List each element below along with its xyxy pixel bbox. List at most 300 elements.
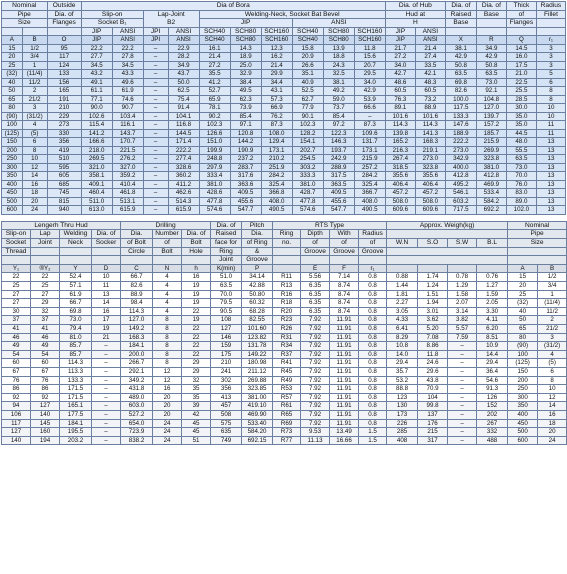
table1-cell: 28.2: [168, 53, 199, 62]
table2-cell: 29: [182, 359, 211, 368]
table2-cell: 21: [92, 333, 121, 342]
table2-cell: 11/2: [538, 307, 567, 316]
header-ring: Ring: [273, 230, 301, 239]
table1-cell: 168.3: [415, 138, 445, 147]
table2-cell: R73: [273, 428, 301, 437]
table1-cell: 150: [2, 138, 23, 147]
table2-cell: 76: [31, 376, 60, 385]
table1-cell: 60.5: [415, 87, 445, 96]
table1-cell: 173.1: [261, 146, 292, 155]
table2-symbol-cell: r₁: [359, 264, 387, 273]
table2-row: [2, 325, 567, 334]
table2-cell: –: [92, 428, 121, 437]
table2-cell: 21/2: [538, 325, 567, 334]
table2-cell: 194: [31, 436, 60, 445]
table2-cell: R20: [273, 307, 301, 316]
table1-cell: 95: [47, 44, 81, 53]
table2-cell: 3.01: [418, 307, 448, 316]
table2-cell: 654.0: [121, 419, 153, 428]
table1-row: [2, 61, 566, 70]
table1-cell: 25.0: [230, 61, 261, 70]
table2-cell: 68.28: [242, 307, 273, 316]
table1-cell: –: [143, 44, 168, 53]
table1-cell: 43.3: [112, 70, 143, 79]
table1-cell: 269.5: [81, 155, 112, 164]
table2-cell: 0.8: [359, 385, 387, 394]
table1-cell: 76.0: [506, 180, 536, 189]
table1-cell: 14: [22, 172, 47, 181]
table2-cell: 0.8: [359, 359, 387, 368]
table1-cell: 257.2: [354, 163, 385, 172]
header-socket: Socket: [2, 239, 31, 248]
table1-cell: 18: [22, 189, 47, 198]
table2-cell: 14.0: [387, 350, 418, 359]
header-hud-at: Hud at: [385, 10, 445, 19]
table2-symbol-cell: A: [508, 264, 538, 273]
table2-cell: 7.08: [418, 333, 448, 342]
table2-cell: 11.91: [330, 350, 359, 359]
sub-sch160: SCH160: [261, 27, 292, 36]
header-blank-u11: [359, 256, 387, 265]
table2-cell: 2.05: [477, 299, 508, 308]
table1-cell: 26.6: [292, 61, 323, 70]
table2-cell: 117: [2, 419, 31, 428]
table2-cell: 8.51: [477, 333, 508, 342]
header-blank-t5: [387, 247, 508, 256]
table2-cell: 150: [508, 367, 538, 376]
table1-row: [2, 112, 566, 121]
table1-cell: 50.0: [168, 78, 199, 87]
table1-cell: 300: [2, 163, 23, 172]
table1-cell: 114.3: [415, 121, 445, 130]
table2-cell: 8.29: [387, 333, 418, 342]
table2-cell: 20: [508, 282, 538, 291]
table2-cell: 0.8: [359, 290, 387, 299]
table2-cell: (5): [538, 359, 567, 368]
table1-cell: 102.0: [506, 206, 536, 215]
table1-cell: 584.2: [476, 197, 506, 206]
table2-cell: 20: [153, 393, 182, 402]
sub-ansi-2: ANSI: [168, 27, 199, 36]
table2-cell: 85.7: [60, 350, 92, 359]
table1-cell: 321.0: [81, 163, 112, 172]
table2-cell: 419.10: [242, 402, 273, 411]
table1-cell: 190.9: [230, 146, 261, 155]
table2-cell: 49: [2, 342, 31, 351]
table1-cell: 49.6: [112, 78, 143, 87]
table1-cell: 43.2: [81, 70, 112, 79]
table2-cell: 40: [508, 307, 538, 316]
table2-cell: 14: [538, 402, 567, 411]
table1-cell: –: [143, 53, 168, 62]
table1-cell: 288.9: [323, 163, 354, 172]
table2-cell: 67: [31, 367, 60, 376]
table1-cell: 457.2: [385, 189, 415, 198]
table1-row: [2, 189, 566, 198]
table2-cell: 159: [211, 342, 242, 351]
table1-cell: 83.0: [506, 189, 536, 198]
header-blank-t1: [31, 247, 60, 256]
header-blank-t3: [92, 247, 121, 256]
table1-cell: 13: [536, 189, 565, 198]
table2-cell: 82.55: [242, 316, 273, 325]
table2-cell: 10.9: [477, 342, 508, 351]
table1-cell: 87.3: [354, 121, 385, 130]
header-dia-of-base: Dia. of: [476, 2, 506, 11]
sub-jpi: JPI: [143, 27, 168, 36]
table1-cell: 14.3: [230, 44, 261, 53]
table2-cell: 4: [153, 273, 182, 282]
table2-cell: –: [448, 419, 477, 428]
table1-cell: 50: [2, 87, 23, 96]
table2-cell: 25: [2, 282, 31, 291]
table1-cell: 11: [536, 129, 565, 138]
table1-cell: 16: [22, 180, 47, 189]
table1-cell: 34.9: [476, 44, 506, 53]
table1-cell: 317.6: [230, 172, 261, 181]
table1-cell: 127.0: [476, 104, 506, 113]
table1-cell: 363.5: [323, 180, 354, 189]
table1-cell: 193.7: [323, 146, 354, 155]
table2-cell: 16: [153, 385, 182, 394]
table1-cell: 745: [47, 189, 81, 198]
table2-cell: 35: [182, 385, 211, 394]
table1-symbol-cell: SCH80: [323, 36, 354, 45]
header-flanges: Flanges: [47, 19, 81, 28]
table1-cell: –: [143, 87, 168, 96]
table2-cell: 0.8: [359, 342, 387, 351]
table2-cell: (11/4): [538, 299, 567, 308]
table2-cell: R31: [273, 333, 301, 342]
table2-cell: 127: [2, 428, 31, 437]
header-blank-t6: [508, 247, 567, 256]
table1-cell: 273.0: [415, 155, 445, 164]
table2-symbol-cell: Y₁: [2, 264, 31, 273]
table2-cell: 29.4: [387, 359, 418, 368]
table2-cell: 7.92: [301, 350, 330, 359]
header-blank-7: [476, 27, 506, 36]
table1-cell: 250: [2, 155, 23, 164]
header-nominal: Nominal: [2, 2, 48, 11]
table2-row: [2, 299, 567, 308]
table1-cell: –: [143, 95, 168, 104]
table1-row: [2, 70, 566, 79]
table1-cell: 13.9: [323, 44, 354, 53]
table2-cell: 457: [211, 402, 242, 411]
table1-cell: 48.0: [506, 138, 536, 147]
table1-cell: 29.9: [261, 70, 292, 79]
table1-row: [2, 146, 566, 155]
table2-cell: 12: [153, 367, 182, 376]
table1-cell: 219.1: [415, 146, 445, 155]
table1-cell: 48.3: [415, 78, 445, 87]
table2-cell: 127: [211, 325, 242, 334]
table2-symbol-cell: N: [153, 264, 182, 273]
table1-cell: –: [143, 104, 168, 113]
table2-cell: 140: [2, 436, 31, 445]
table2-cell: –: [92, 367, 121, 376]
table1-cell: 76.3: [385, 95, 415, 104]
table1-cell: 317.5: [323, 172, 354, 181]
table2-cell: 43.8: [418, 376, 448, 385]
table1-cell: 25: [2, 61, 23, 70]
table1-cell: 89.1: [385, 104, 415, 113]
header-of-bolt: of Bolt: [121, 239, 153, 248]
table2-cell: 16: [538, 410, 567, 419]
header-of: of: [506, 10, 536, 19]
table2-cell: 81.0: [60, 333, 92, 342]
table1-cell: 32.9: [230, 70, 261, 79]
table1-cell: 199.9: [199, 146, 230, 155]
table2-cell: 489.0: [121, 393, 153, 402]
table1-cell: 20: [2, 53, 23, 62]
table2-row: [2, 385, 567, 394]
table1-cell: 3/4: [22, 53, 47, 62]
table2-cell: 0.8: [359, 273, 387, 282]
table2-cell: 3/4: [538, 282, 567, 291]
table2-cell: 104: [418, 393, 448, 402]
table2-cell: 57.1: [60, 282, 92, 291]
table1-cell: 5: [536, 70, 565, 79]
header-dipth: Dipth: [301, 230, 330, 239]
table1-symbol-cell: O: [47, 36, 81, 45]
table1-cell: 90.0: [81, 104, 112, 113]
table2-cell: 140: [31, 410, 60, 419]
table2-cell: 85.7: [60, 342, 92, 351]
table1-cell: 490.5: [261, 206, 292, 215]
table2-cell: 0.8: [359, 419, 387, 428]
table1-cell: 103.4: [112, 112, 143, 121]
header-blank-1: [476, 19, 506, 28]
table2-cell: 11.8: [418, 350, 448, 359]
table1-cell: 428.6: [199, 189, 230, 198]
table1-cell: 133.3: [445, 112, 476, 121]
table1-cell: 52.5: [292, 87, 323, 96]
table2-cell: 22: [182, 307, 211, 316]
header-flanges-2: Flanges: [506, 19, 536, 28]
table2-cell: 11.91: [330, 342, 359, 351]
table2-cell: 14: [92, 299, 121, 308]
table2-cell: 20: [153, 402, 182, 411]
table2-cell: 19: [182, 316, 211, 325]
table2-cell: 66.7: [121, 273, 153, 282]
table1-cell: 10: [536, 104, 565, 113]
table1-cell: 21.4: [261, 61, 292, 70]
table2-cell: 4: [153, 307, 182, 316]
table2-cell: R23: [273, 316, 301, 325]
header-face-for: face for: [211, 239, 242, 248]
table1-cell: 157.2: [476, 121, 506, 130]
table1-symbol-cell: SCH80: [230, 36, 261, 45]
table2-cell: 19: [92, 325, 121, 334]
table1-cell: 85.4: [230, 112, 261, 121]
table1-cell: 65.9: [199, 95, 230, 104]
table2-cell: 2.27: [387, 299, 418, 308]
table1-cell: 50.8: [445, 61, 476, 70]
header-lap-joint-label: Lap-Joint: [157, 11, 185, 19]
table1-cell: 408.0: [354, 197, 385, 206]
table1-cell: 188.9: [445, 129, 476, 138]
table1-cell: 411.2: [168, 180, 199, 189]
table2-cell: –: [92, 376, 121, 385]
table1-symbol-cell: JPI: [143, 36, 168, 45]
table2-cell: 1.51: [418, 290, 448, 299]
table2-row: [2, 419, 567, 428]
table2-cell: 41: [2, 325, 31, 334]
table1-cell: 48.6: [385, 78, 415, 87]
table2-cell: 11.91: [330, 316, 359, 325]
table1-cell: 2: [22, 87, 47, 96]
table1-cell: 143.7: [112, 129, 143, 138]
table1-cell: 303.2: [292, 163, 323, 172]
table2-cell: 29: [182, 367, 211, 376]
table1-cell: 1/2: [22, 44, 47, 53]
table2-cell: 19: [182, 290, 211, 299]
table2-cell: 41: [31, 325, 60, 334]
header-blank-u10: [330, 256, 359, 265]
flange-drilling-rows: [2, 264, 567, 444]
table2-cell: –: [92, 402, 121, 411]
table2-cell: 22: [31, 273, 60, 282]
table1-cell: 297.9: [199, 163, 230, 172]
table2-cell: 46: [2, 333, 31, 342]
table2-cell: 350: [508, 402, 538, 411]
table1-cell: 615.9: [168, 206, 199, 215]
table2-cell: 92: [2, 393, 31, 402]
table2-cell: 838.2: [121, 436, 153, 445]
table2-cell: 3.82: [448, 316, 477, 325]
table1-cell: 284.2: [354, 172, 385, 181]
table2-row: [2, 436, 567, 445]
table1-cell: 358.1: [81, 172, 112, 181]
table2-cell: 2: [538, 316, 567, 325]
table1-cell: 65: [2, 95, 23, 104]
sub-ansi-3: ANSI: [415, 27, 445, 36]
table2-cell: R26: [273, 325, 301, 334]
table2-cell: 60: [2, 359, 31, 368]
table2-cell: 24: [153, 419, 182, 428]
table1-cell: 34.0: [385, 61, 415, 70]
table1-cell: –: [143, 70, 168, 79]
table1-cell: 455.6: [323, 197, 354, 206]
table2-cell: 11.91: [330, 333, 359, 342]
table2-cell: 332: [477, 428, 508, 437]
table1-cell: 406.4: [415, 180, 445, 189]
table1-cell: 30.0: [506, 104, 536, 113]
table2-cell: –: [448, 342, 477, 351]
table1-cell: 410.4: [112, 180, 143, 189]
header-lap-joint: [143, 10, 199, 27]
table2-cell: 37: [31, 316, 60, 325]
table2-cell: 1: [538, 290, 567, 299]
table1-symbol-cell: JIP: [385, 36, 415, 45]
table2-symbol-cell: F: [330, 264, 359, 273]
table2-cell: 22: [182, 350, 211, 359]
table2-cell: R49: [273, 376, 301, 385]
table1-row: [2, 155, 566, 164]
table2-cell: 0.8: [359, 325, 387, 334]
table2-cell: 70.9: [418, 385, 448, 394]
table1-cell: 717.5: [445, 206, 476, 215]
table1-cell: 27.7: [81, 53, 112, 62]
table1-cell: 685: [47, 180, 81, 189]
table2-cell: 0.76: [477, 273, 508, 282]
sub-sch80-2: SCH80: [323, 27, 354, 36]
table2-cell: 54: [31, 350, 60, 359]
table1-cell: 34.5: [112, 61, 143, 70]
table1-cell: 20.9: [292, 53, 323, 62]
table2-cell: 8.74: [330, 282, 359, 291]
table2-cell: 20: [153, 410, 182, 419]
table2-cell: R69: [273, 419, 301, 428]
table2-cell: R53: [273, 385, 301, 394]
header-wn: W.N: [387, 239, 418, 248]
table1-symbol-cell: JIP: [81, 36, 112, 45]
header-blank-u7: [182, 256, 211, 265]
table1-cell: 8: [22, 146, 47, 155]
table1-cell: –: [143, 180, 168, 189]
table1-cell: (90): [2, 112, 23, 121]
table1-row: [2, 44, 566, 53]
table1-cell: 90.2: [199, 112, 230, 121]
header-size-2: Size: [508, 239, 567, 248]
table1-cell: 185.7: [476, 129, 506, 138]
table2-cell: 250: [508, 385, 538, 394]
table2-cell: 60.32: [242, 299, 273, 308]
table1-cell: 74.6: [112, 95, 143, 104]
table2-cell: 152: [477, 402, 508, 411]
table2-cell: –: [92, 385, 121, 394]
table2-cell: R11: [273, 273, 301, 282]
table1-cell: 38.1: [445, 44, 476, 53]
table1-cell: 32.5: [323, 70, 354, 79]
table2-cell: 0.78: [448, 273, 477, 282]
table2-cell: 7.92: [301, 393, 330, 402]
table1-cell: 3: [22, 104, 47, 113]
table1-cell: 43.1: [261, 87, 292, 96]
table1-cell: 408.0: [261, 197, 292, 206]
table1-cell: 139.7: [476, 112, 506, 121]
table1-cell: 62.7: [292, 95, 323, 104]
table2-cell: 6.35: [301, 290, 330, 299]
table2-cell: 16: [182, 273, 211, 282]
header-blank-2: [536, 19, 565, 28]
table2-row: [2, 350, 567, 359]
table1-cell: 114.3: [385, 121, 415, 130]
table1-row: [2, 163, 566, 172]
table1-cell: 29.5: [354, 70, 385, 79]
table2-cell: R41: [273, 359, 301, 368]
table2-cell: 4.11: [477, 316, 508, 325]
table1-cell: 574.6: [292, 206, 323, 215]
table1-cell: 477.8: [199, 197, 230, 206]
table1-cell: 600: [2, 206, 23, 215]
table1-symbol-cell: A: [2, 36, 23, 45]
header-base: Base: [476, 10, 506, 19]
table2-cell: 7.92: [301, 342, 330, 351]
table1-cell: 8: [536, 95, 565, 104]
header-h: H: [385, 19, 445, 28]
table2-cell: 69.8: [60, 307, 92, 316]
table1-cell: 221.5: [112, 146, 143, 155]
header-amp: &: [242, 247, 273, 256]
table2-cell: 76: [2, 376, 31, 385]
table2-cell: 65: [508, 325, 538, 334]
header-blank-3: [2, 27, 23, 36]
table1-cell: 129.4: [261, 138, 292, 147]
header-dia-of-bora: Dia of Bora: [81, 2, 385, 11]
table2-cell: 584.20: [242, 428, 273, 437]
